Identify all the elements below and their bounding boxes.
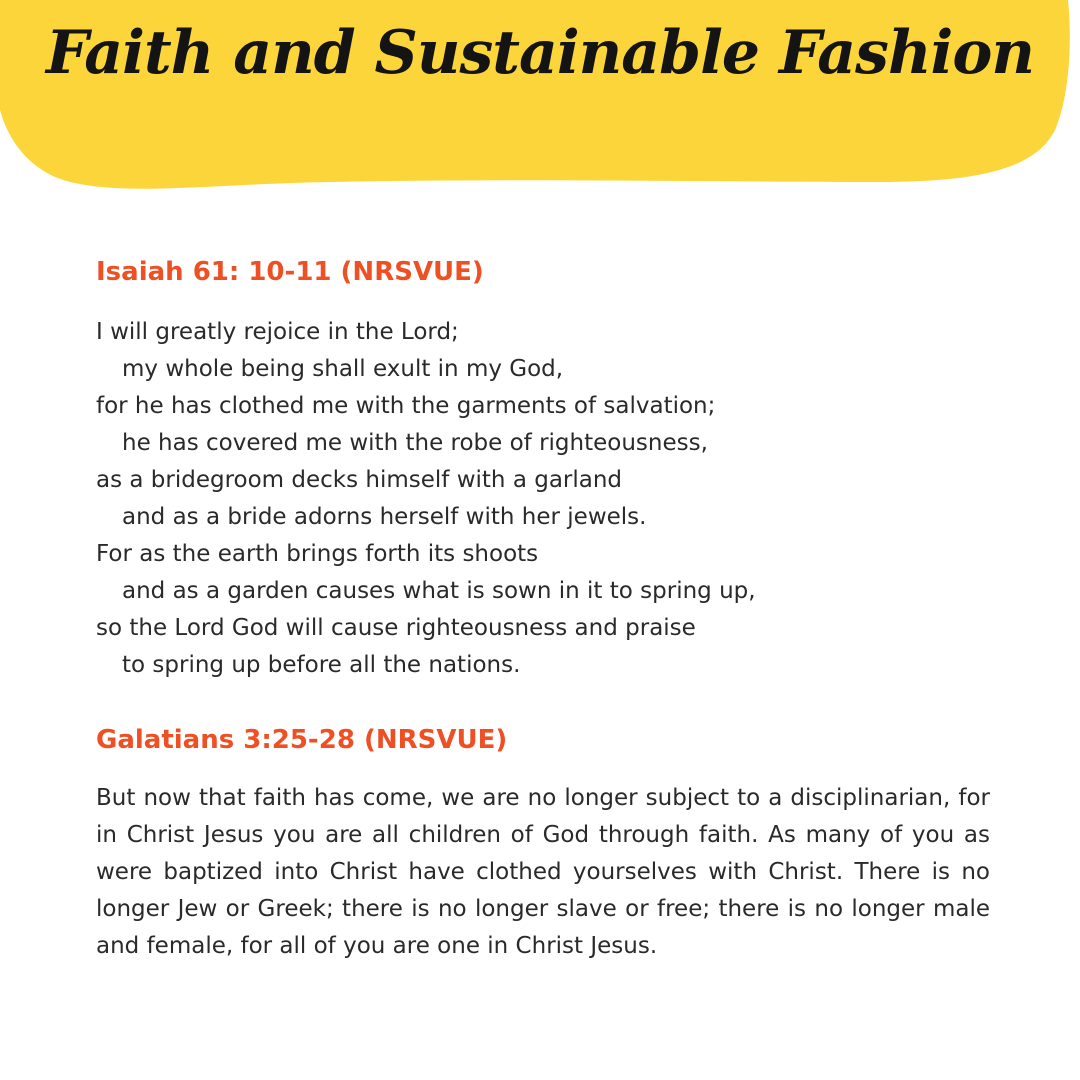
verse-line: and as a garden causes what is sown in it to spring up, [122,578,756,604]
verse-line: as a bridegroom decks himself with a garland [96,467,623,493]
isaiah-verse [96,314,990,684]
content [96,254,990,965]
page-title: Faith and Sustainable Fashion [45,18,1034,88]
galatians-verse: But now that faith has come, we are no longer subject to a disciplinarian, for in Christ Jesus you are all children of God through faith. As many of you as were baptized into Christ have clothed yourselves with Christ. There is no longer Jew or Greek; there is no longer slave or free; there is no longer male and female, for all of you are one in Christ Jesus. [96,785,990,959]
verse-line: he has covered me with the robe of righteousness, [122,430,708,456]
verse-line: my whole being shall exult in my God, [122,356,564,382]
verse-line: so the Lord God will cause righteousness and praise [96,615,696,641]
verse-line: to spring up before all the nations. [122,652,521,678]
verse-line: I will greatly rejoice in the Lord; [96,319,459,345]
verse-line: for he has clothed me with the garments of salvation; [96,393,716,419]
verse-line: For as the earth brings forth its shoots [96,541,539,567]
section-heading-galatians: Galatians 3:25-28 (NRSVUE) [96,725,508,755]
section-heading-isaiah: Isaiah 61: 10-11 (NRSVUE) [96,257,484,287]
title-banner [0,0,1080,200]
verse-line: and as a bride adorns herself with her jewels. [122,504,647,530]
